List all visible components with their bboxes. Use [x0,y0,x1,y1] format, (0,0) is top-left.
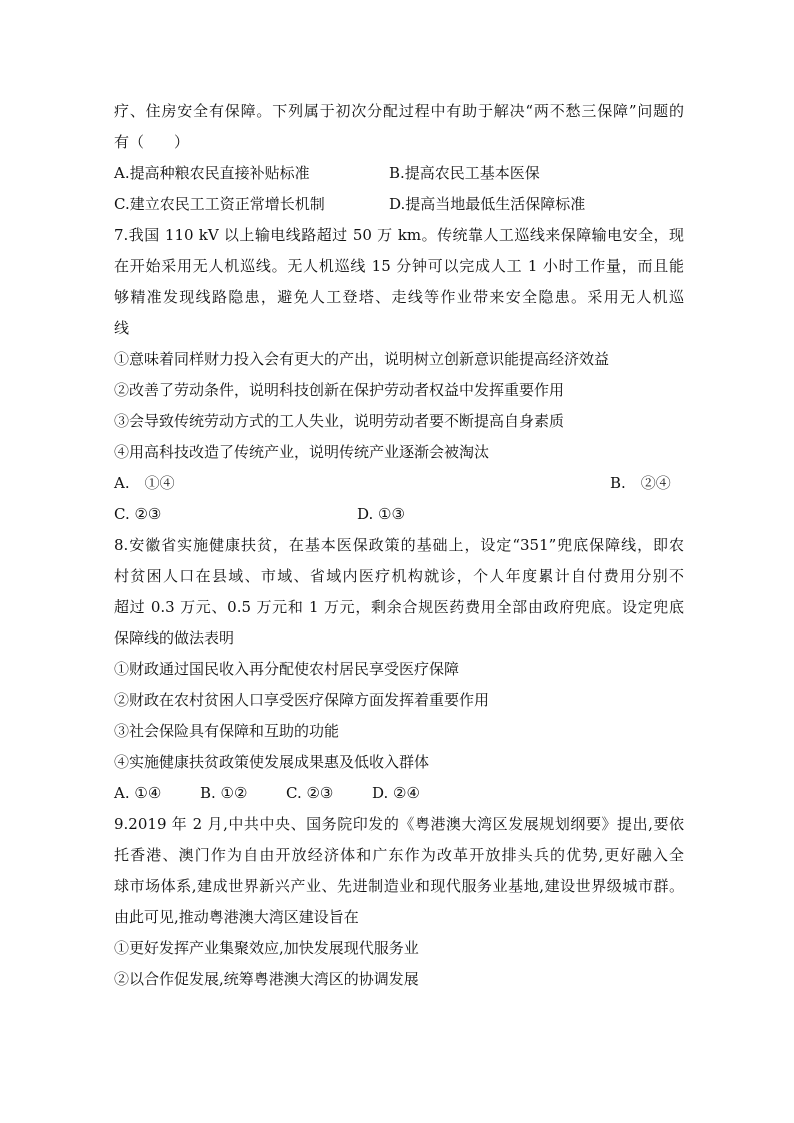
q9-stem-line: 由此可见,推动粤港澳大湾区建设旨在 [114,908,359,926]
q7-statement: ①意味着同样财力投入会有更大的产出，说明树立创新意识能提高经济效益 [114,350,610,368]
q8-statement: ④实施健康扶贫政策使发展成果惠及低收入群体 [114,753,430,771]
q7-statement: ③会导致传统劳动方式的工人失业，说明劳动者要不断提高自身素质 [114,412,565,430]
q8-option-c: C. ②③ [286,784,334,802]
q6-stem-line: 有（ ） [114,133,190,151]
q7-option-a: A. ①④ [114,474,175,492]
q6-option-a: A.提高种粮农民直接补贴标准 [114,164,310,182]
q6-option-c: C.建立农民工工资正常增长机制 [114,195,325,213]
exam-page [114,96,684,995]
q7-options-row-1 [114,468,684,499]
q9-statement: ①更好发挥产业集聚效应,加快发展现代服务业 [114,939,419,957]
q7-stem-line: 线 [114,319,130,337]
q7-stem-line: 够精准发现线路隐患，避免人工登塔、走线等作业带来安全隐患。采用无人机巡 [114,288,684,306]
q7-option-d: D. ①③ [357,505,405,523]
q6-options-row-2 [114,189,684,220]
q7-option-b: B. ②④ [610,474,671,492]
q7-stem-line: 在开始采用无人机巡线。无人机巡线 15 分钟可以完成人工 1 小时工作量，而且能 [114,257,684,275]
q8-stem-line: 8.安徽省实施健康扶贫，在基本医保政策的基础上，设定“351”兜底保障线，即农 [114,536,684,554]
q8-options-row [114,778,684,809]
q8-statement: ②财政在农村贫困人口享受医疗保障方面发挥着重要作用 [114,691,490,709]
q7-statement: ②改善了劳动条件，说明科技创新在保护劳动者权益中发挥重要作用 [114,381,565,399]
q8-stem-line: 保障线的做法表明 [114,629,235,647]
q7-options-row-2 [114,499,684,530]
q8-option-a: A. ①④ [114,784,162,802]
q9-stem-line: 托香港、澳门作为自由开放经济体和广东作为改革开放排头兵的优势,更好融入全 [114,846,684,864]
q7-option-c: C. ②③ [114,505,162,523]
q6-option-b: B.提高农民工基本医保 [389,164,540,182]
q8-stem-line: 村贫困人口在县域、市域、省域内医疗机构就诊，个人年度累计自付费用分别不 [114,567,684,585]
q6-option-d: D.提高当地最低生活保障标准 [389,195,586,213]
q8-stem-line: 超过 0.3 万元、0.5 万元和 1 万元，剩余合规医药费用全部由政府兜底。设定兜底 [114,598,684,616]
q8-statement: ①财政通过国民收入再分配使农村居民享受医疗保障 [114,660,460,678]
q8-option-d: D. ②④ [372,784,420,802]
q7-statement: ④用高科技改造了传统产业，说明传统产业逐渐会被淘汰 [114,443,490,461]
q6-stem-line: 疗、住房安全有保障。下列属于初次分配过程中有助于解决“两不愁三保障”问题的 [114,102,684,120]
q6-options-row-1 [114,158,684,189]
q8-option-b: B. ①② [200,784,248,802]
q9-stem-line: 球市场体系,建成世界新兴产业、先进制造业和现代服务业基地,建设世界级城市群。 [114,877,684,895]
q8-statement: ③社会保险具有保障和互助的功能 [114,722,340,740]
q9-statement: ②以合作促发展,统筹粤港澳大湾区的协调发展 [114,970,419,988]
q7-stem-line: 7.我国 110 kV 以上输电线路超过 50 万 km。传统靠人工巡线来保障输电安全，现 [114,226,684,244]
q9-stem-line: 9.2019 年 2 月,中共中央、国务院印发的《粤港澳大湾区发展规划纲要》提出,要依 [114,815,684,833]
